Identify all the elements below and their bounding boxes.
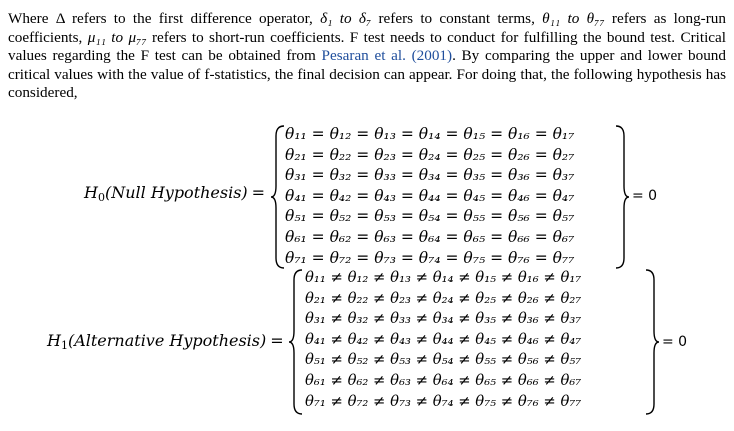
delta-7-symbol: δ₇: [358, 10, 372, 27]
equation-row: θ₁₁ = θ₁₂ = θ₁₃ = θ₁₄ = θ₁₅ = θ₁₆ = θ₁₇: [285, 125, 575, 143]
hypothesis-name: (Null Hypothesis): [104, 183, 248, 202]
theta-77-symbol: θ₇₇: [586, 10, 605, 27]
equation-row: θ₆₁ ≠ θ₆₂ ≠ θ₆₃ ≠ θ₆₄ ≠ θ₆₅ ≠ θ₆₆ ≠ θ₆₇: [305, 371, 582, 389]
intro-paragraph: [8, 10, 726, 103]
equation-row: θ₇₁ ≠ θ₇₂ ≠ θ₇₃ ≠ θ₇₄ ≠ θ₇₅ ≠ θ₇₆ ≠ θ₇₇: [305, 392, 582, 410]
equation-row: θ₄₁ ≠ θ₄₂ ≠ θ₄₃ ≠ θ₄₄ ≠ θ₄₅ ≠ θ₄₆ ≠ θ₄₇: [305, 330, 582, 348]
equation-row: θ₅₁ = θ₅₂ = θ₅₃ = θ₅₄ = θ₅₅ = θ₅₆ = θ₅₇: [285, 207, 575, 226]
equation-row: θ₁₁ ≠ θ₁₂ ≠ θ₁₃ ≠ θ₁₄ ≠ θ₁₅ ≠ θ₁₆ ≠ θ₁₇: [305, 269, 582, 286]
to-word: to: [105, 28, 129, 46]
to-word: to: [332, 10, 359, 27]
delta-1-symbol: δ₁: [320, 10, 333, 27]
equals-zero: = 0: [662, 334, 688, 350]
equation-row: θ₃₁ ≠ θ₃₂ ≠ θ₃₃ ≠ θ₃₄ ≠ θ₃₅ ≠ θ₃₆ ≠ θ₃₇: [305, 310, 582, 328]
paragraph-text: refers to constant terms,: [371, 10, 543, 27]
paragraph-text: refers to short-run coefficients. F test needs to conduct for fulfilling the bound test. Critical values regarding the F test can be obtained from: [8, 28, 726, 65]
hypothesis-symbol: H: [47, 331, 61, 350]
to-word: to: [560, 10, 587, 27]
equation-row: θ₆₁ = θ₆₂ = θ₆₃ = θ₆₄ = θ₆₅ = θ₆₆ = θ₆₇: [285, 227, 575, 246]
hypothesis-subscript: 0: [97, 191, 105, 204]
null-hypothesis-equation: [0, 124, 734, 270]
equation-row: θ₅₁ ≠ θ₅₂ ≠ θ₅₃ ≠ θ₅₄ ≠ θ₅₅ ≠ θ₅₆ ≠ θ₅₇: [305, 351, 582, 369]
right-brace-icon: [644, 268, 660, 416]
mu-77-symbol: μ₇₇: [128, 28, 147, 46]
null-hypothesis-label: [84, 183, 265, 204]
paragraph-text: refers as long-run coefficients,: [8, 10, 726, 46]
equation-row: θ₂₁ = θ₂₂ = θ₂₃ = θ₂₄ = θ₂₅ = θ₂₆ = θ₂₇: [285, 145, 575, 164]
equation-row: θ₇₁ = θ₇₂ = θ₇₃ = θ₇₄ = θ₇₅ = θ₇₆ = θ₇₇: [285, 248, 575, 267]
equals-zero: = 0: [632, 188, 658, 204]
equation-row: θ₂₁ ≠ θ₂₂ ≠ θ₂₃ ≠ θ₂₄ ≠ θ₂₅ ≠ θ₂₆ ≠ θ₂₇: [305, 289, 582, 307]
alternative-hypothesis-label: [47, 331, 284, 352]
hypothesis-name: (Alternative Hypothesis): [67, 331, 267, 350]
left-brace-icon: [288, 268, 304, 416]
equation-row: θ₄₁ = θ₄₂ = θ₄₃ = θ₄₄ = θ₄₅ = θ₄₆ = θ₄₇: [285, 186, 575, 205]
right-brace-icon: [614, 124, 630, 270]
equation-row: θ₃₁ = θ₃₂ = θ₃₃ = θ₃₄ = θ₃₅ = θ₃₆ = θ₃₇: [285, 166, 575, 185]
equals-sign: =: [270, 331, 284, 350]
alternative-hypothesis-rows: [305, 268, 581, 412]
alternative-hypothesis-equation: [0, 268, 734, 418]
theta-11-symbol: θ₁₁: [542, 10, 561, 27]
null-hypothesis-rows: [285, 124, 574, 268]
hypothesis-subscript: 1: [60, 339, 68, 352]
hypothesis-symbol: H: [84, 183, 98, 202]
citation-link[interactable]: Pesaran et al. (2001): [321, 47, 453, 65]
paragraph-text: Where Δ refers to the first difference operator,: [8, 10, 321, 27]
paragraph-text: . By comparing the upper and lower bound critical values with the value of f-statistics, the final decision can appear. For doing that, the following hypothesis has considered,: [8, 47, 726, 102]
equals-sign: =: [251, 183, 266, 202]
left-brace-icon: [270, 124, 286, 270]
mu-11-symbol: μ₁₁: [87, 28, 106, 46]
